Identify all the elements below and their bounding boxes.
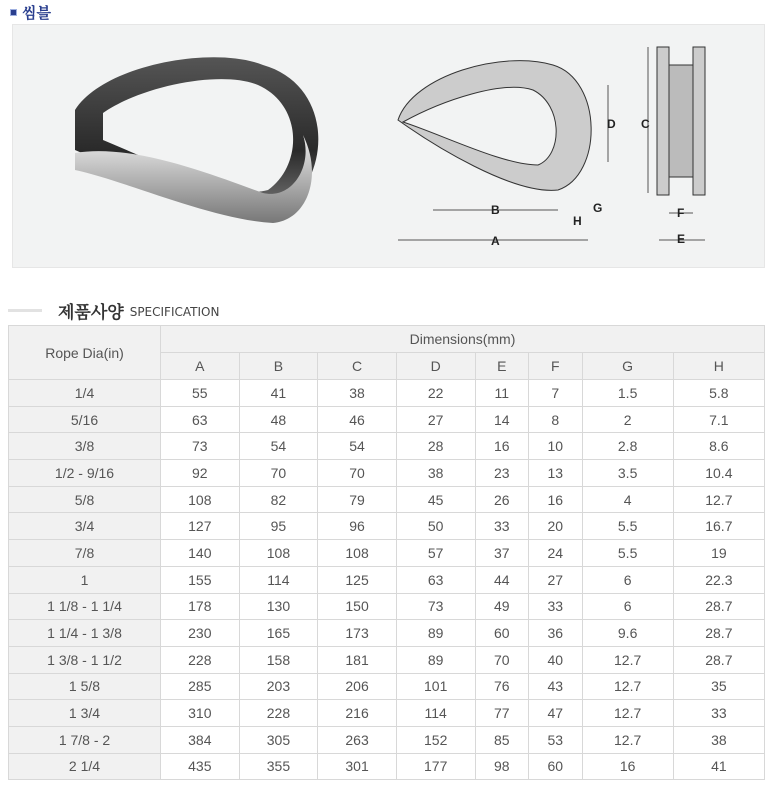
dimension-cell: 41	[239, 380, 318, 407]
thimble-illustration	[13, 25, 764, 267]
dimension-cell: 285	[161, 673, 240, 700]
dimension-cell: 33	[529, 593, 583, 620]
dimension-cell: 70	[475, 646, 529, 673]
dimension-cell: 41	[673, 753, 764, 780]
dimension-cell: 5.5	[582, 540, 673, 567]
dimension-cell: 44	[475, 566, 529, 593]
table-row	[9, 540, 765, 567]
dimension-cell: 310	[161, 700, 240, 727]
table-row	[9, 380, 765, 407]
dimension-cell: 125	[318, 566, 397, 593]
bullet-icon	[10, 9, 17, 16]
dimension-cell: 16	[529, 486, 583, 513]
dimension-cell: 10	[529, 433, 583, 460]
dimension-cell: 24	[529, 540, 583, 567]
dimension-cell: 165	[239, 620, 318, 647]
dimension-cell: 152	[396, 726, 475, 753]
product-image-panel	[12, 24, 765, 268]
dimension-cell: 11	[475, 380, 529, 407]
dimension-cell: 173	[318, 620, 397, 647]
dimension-cell: 5.5	[582, 513, 673, 540]
label-h: H	[573, 214, 582, 228]
dimension-cell: 16	[475, 433, 529, 460]
label-b: B	[491, 203, 500, 217]
dimension-cell: 73	[161, 433, 240, 460]
rope-dia-cell: 7/8	[9, 540, 161, 567]
column-header: H	[673, 353, 764, 380]
table-row	[9, 513, 765, 540]
table-row	[9, 726, 765, 753]
dimension-cell: 45	[396, 486, 475, 513]
dimension-cell: 8	[529, 406, 583, 433]
dimension-cell: 12.7	[582, 726, 673, 753]
rope-dia-cell: 5/8	[9, 486, 161, 513]
dimension-cell: 150	[318, 593, 397, 620]
dimension-cell: 3.5	[582, 460, 673, 487]
dimension-cell: 206	[318, 673, 397, 700]
dimension-cell: 48	[239, 406, 318, 433]
dimension-cell: 12.7	[673, 486, 764, 513]
dimension-cell: 92	[161, 460, 240, 487]
table-row	[9, 433, 765, 460]
dimension-cell: 7.1	[673, 406, 764, 433]
page-title	[10, 2, 51, 23]
dimension-cell: 108	[161, 486, 240, 513]
dimension-cell: 12.7	[582, 700, 673, 727]
label-a: A	[491, 234, 500, 248]
label-g: G	[593, 201, 603, 215]
table-row	[9, 700, 765, 727]
dimension-cell: 305	[239, 726, 318, 753]
dimension-cell: 6	[582, 593, 673, 620]
dimension-cell: 158	[239, 646, 318, 673]
dimension-cell: 89	[396, 646, 475, 673]
rope-dia-cell: 1 7/8 - 2	[9, 726, 161, 753]
dimension-cell: 130	[239, 593, 318, 620]
thimble-photo	[75, 57, 318, 223]
dimension-cell: 14	[475, 406, 529, 433]
dimension-cell: 101	[396, 673, 475, 700]
dimension-cell: 55	[161, 380, 240, 407]
spec-table	[8, 325, 765, 780]
dimension-cell: 22	[396, 380, 475, 407]
dimension-cell: 178	[161, 593, 240, 620]
dimension-cell: 127	[161, 513, 240, 540]
spec-title-en: SPECIFICATION	[129, 305, 220, 319]
dimension-cell: 23	[475, 460, 529, 487]
column-header: B	[239, 353, 318, 380]
dimension-cell: 28.7	[673, 593, 764, 620]
dimension-cell: 53	[529, 726, 583, 753]
dimension-cell: 181	[318, 646, 397, 673]
dimension-cell: 177	[396, 753, 475, 780]
dimension-cell: 216	[318, 700, 397, 727]
dimension-cell: 16.7	[673, 513, 764, 540]
label-d: D	[607, 117, 616, 131]
rope-dia-cell: 1/2 - 9/16	[9, 460, 161, 487]
dimension-cell: 13	[529, 460, 583, 487]
dimension-cell: 4	[582, 486, 673, 513]
dimension-cell: 228	[239, 700, 318, 727]
dimension-cell: 57	[396, 540, 475, 567]
dimension-cell: 28.7	[673, 620, 764, 647]
dimension-cell: 38	[318, 380, 397, 407]
divider	[8, 309, 42, 312]
dimension-cell: 36	[529, 620, 583, 647]
rope-header: Rope Dia(in)	[9, 326, 161, 380]
dimension-cell: 114	[396, 700, 475, 727]
dimension-cell: 384	[161, 726, 240, 753]
spec-heading	[8, 298, 219, 323]
dimension-cell: 82	[239, 486, 318, 513]
dimension-cell: 12.7	[582, 673, 673, 700]
dimension-cell: 89	[396, 620, 475, 647]
label-c: C	[641, 117, 650, 131]
table-row	[9, 620, 765, 647]
dimension-cell: 27	[529, 566, 583, 593]
dimension-cell: 108	[239, 540, 318, 567]
column-header: A	[161, 353, 240, 380]
dimension-cell: 76	[475, 673, 529, 700]
dimension-cell: 60	[529, 753, 583, 780]
dimension-cell: 22.3	[673, 566, 764, 593]
table-row	[9, 673, 765, 700]
dimension-cell: 7	[529, 380, 583, 407]
rope-dia-cell: 3/4	[9, 513, 161, 540]
rope-dia-cell: 5/16	[9, 406, 161, 433]
dimension-cell: 140	[161, 540, 240, 567]
dimension-cell: 77	[475, 700, 529, 727]
table-row	[9, 486, 765, 513]
rope-dia-cell: 1 5/8	[9, 673, 161, 700]
dimension-cell: 33	[475, 513, 529, 540]
column-header: F	[529, 353, 583, 380]
rope-dia-cell: 3/8	[9, 433, 161, 460]
dimension-cell: 355	[239, 753, 318, 780]
table-row	[9, 460, 765, 487]
dimension-cell: 38	[673, 726, 764, 753]
table-row	[9, 593, 765, 620]
dimension-cell: 301	[318, 753, 397, 780]
dimension-cell: 9.6	[582, 620, 673, 647]
rope-dia-cell: 1 3/4	[9, 700, 161, 727]
rope-dia-cell: 1 1/8 - 1 1/4	[9, 593, 161, 620]
dimension-cell: 40	[529, 646, 583, 673]
dimension-cell: 2.8	[582, 433, 673, 460]
dimension-cell: 50	[396, 513, 475, 540]
dimension-cell: 54	[318, 433, 397, 460]
dimension-cell: 98	[475, 753, 529, 780]
label-e: E	[677, 232, 686, 246]
dimension-cell: 47	[529, 700, 583, 727]
dimension-cell: 108	[318, 540, 397, 567]
rope-dia-cell: 1 3/8 - 1 1/2	[9, 646, 161, 673]
dimension-cell: 1.5	[582, 380, 673, 407]
column-header: C	[318, 353, 397, 380]
dimension-cell: 49	[475, 593, 529, 620]
dimension-cell: 96	[318, 513, 397, 540]
title-text: 씸블	[22, 4, 51, 22]
dimension-cell: 28	[396, 433, 475, 460]
dimension-cell: 33	[673, 700, 764, 727]
dimension-cell: 70	[318, 460, 397, 487]
dimension-cell: 28.7	[673, 646, 764, 673]
dimension-cell: 6	[582, 566, 673, 593]
dimension-cell: 10.4	[673, 460, 764, 487]
dimension-cell: 2	[582, 406, 673, 433]
dimensions-header: Dimensions(mm)	[161, 326, 765, 353]
dimension-cell: 85	[475, 726, 529, 753]
dimension-cell: 203	[239, 673, 318, 700]
dimension-cell: 37	[475, 540, 529, 567]
spec-title-ko: 제품사양	[58, 303, 124, 323]
dimension-cell: 60	[475, 620, 529, 647]
dimension-cell: 20	[529, 513, 583, 540]
table-row	[9, 566, 765, 593]
column-header: G	[582, 353, 673, 380]
dimension-cell: 230	[161, 620, 240, 647]
table-row	[9, 406, 765, 433]
dimension-cell: 155	[161, 566, 240, 593]
dimension-cell: 114	[239, 566, 318, 593]
dimension-cell: 16	[582, 753, 673, 780]
dimension-cell: 63	[396, 566, 475, 593]
column-header: D	[396, 353, 475, 380]
dimension-cell: 12.7	[582, 646, 673, 673]
dimension-cell: 435	[161, 753, 240, 780]
label-f: F	[677, 206, 685, 220]
dimension-cell: 73	[396, 593, 475, 620]
rope-dia-cell: 1 1/4 - 1 3/8	[9, 620, 161, 647]
dimension-cell: 35	[673, 673, 764, 700]
dimension-cell: 70	[239, 460, 318, 487]
dimension-cell: 8.6	[673, 433, 764, 460]
dimension-cell: 54	[239, 433, 318, 460]
dimension-cell: 63	[161, 406, 240, 433]
dimension-cell: 5.8	[673, 380, 764, 407]
dimension-cell: 43	[529, 673, 583, 700]
dimension-cell: 263	[318, 726, 397, 753]
dimension-cell: 228	[161, 646, 240, 673]
dimension-cell: 27	[396, 406, 475, 433]
table-row	[9, 646, 765, 673]
table-row	[9, 753, 765, 780]
column-header: E	[475, 353, 529, 380]
dimension-cell: 46	[318, 406, 397, 433]
dimension-cell: 26	[475, 486, 529, 513]
rope-dia-cell: 2 1/4	[9, 753, 161, 780]
dimension-cell: 95	[239, 513, 318, 540]
rope-dia-cell: 1/4	[9, 380, 161, 407]
dimension-cell: 19	[673, 540, 764, 567]
thimble-diagram	[398, 47, 705, 240]
dimension-cell: 79	[318, 486, 397, 513]
dimension-cell: 38	[396, 460, 475, 487]
rope-dia-cell: 1	[9, 566, 161, 593]
